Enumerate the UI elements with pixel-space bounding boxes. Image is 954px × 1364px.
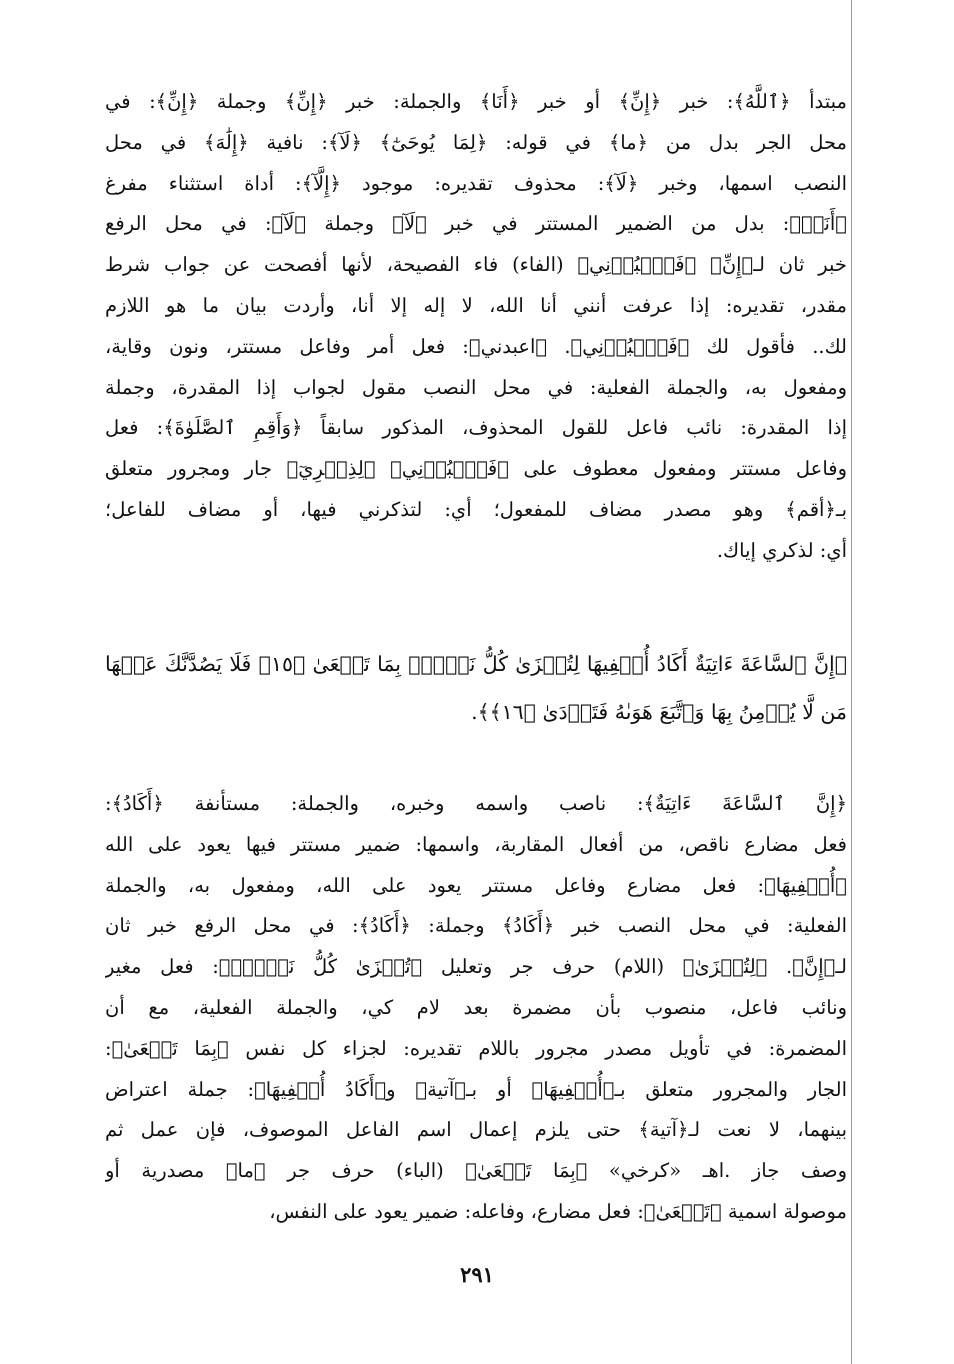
text-line: ومفعول به، والجملة الفعلية: في محل النصب مقول لجواب إذا المقدرة، وجملة bbox=[105, 375, 847, 399]
text-line: مبتدأ ﴿ٱللَّهُ﴾: خبر ﴿إِنِّ﴾ أو خبر ﴿أَنَا﴾ والجملة: خبر ﴿إِنِّ﴾ وجملة ﴿إِنِّ﴾: في bbox=[105, 90, 847, 113]
text-line: إذا المقدرة: نائب فاعل للقول المحذوف، المذكور سابقاً ﴿وَأَقِمِ ٱلصَّلَوٰةَ﴾: فعل bbox=[105, 416, 847, 440]
text-line: ﴿أَنَا۠﴾: بدل من الضمير المستتر في خبر ﴿لَآ﴾ وجملة ﴿لَآ﴾: في محل الرفع bbox=[105, 212, 847, 236]
text-line: ﴿أُخۡفِيهَا﴾: فعل مضارع وفاعل مستتر يعود على الله، ومفعول به، والجملة bbox=[105, 873, 847, 897]
page-number: ٢٩١ bbox=[460, 1262, 494, 1287]
text-line: لـ﴿إِنَّ﴾. ﴿لِتُجۡزَىٰ﴾ (اللام) حرف جر وتعليل ﴿تُجۡزَىٰ كُلُّ نَفۡسِۭ﴾: فعل مغير bbox=[105, 955, 847, 979]
page-fold-line bbox=[851, 0, 852, 1364]
text-line: الفعلية: في محل النصب خبر ﴿أَكَادُ﴾ وجملة: ﴿أَكَادُ﴾: في محل الرفع خبر ثان bbox=[105, 914, 847, 938]
text-line: ونائب فاعل، منصوب بأن مضمرة بعد لام كي، والجملة الفعلية، مع أن bbox=[105, 995, 847, 1019]
text-line: المضمرة: في تأويل مصدر مجرور باللام تقديره: لجزاء كل نفس ﴿بِمَا تَسۡعَىٰ﴾: bbox=[105, 1036, 847, 1060]
text-line: محل الجر بدل من ﴿ما﴾ في قوله: ﴿لِمَا يُوحَىٰٓ﴾ ﴿لَآ﴾: نافية ﴿إِلَٰهَ﴾ في محل bbox=[105, 130, 847, 154]
text-line: وصف جاز .اهـ «كرخي» ﴿بِمَا تَسۡعَىٰ﴾ (الباء) حرف جر ﴿ما﴾ مصدرية أو bbox=[105, 1159, 847, 1183]
commentary-paragraph-2 bbox=[105, 784, 847, 1233]
text-line: مقدر، تقديره: إذا عرفت أنني أنا الله، لا إله إلا أنا، وأردت بيان ما هو اللازم bbox=[105, 293, 847, 317]
text-line: فعل مضارع ناقص، من أفعال المقاربة، واسمها: ضمير مستتر فيها يعود على الله bbox=[105, 832, 847, 856]
text-line: الجار والمجرور متعلق بـ﴿أُخۡفِيهَا﴾ أو بـ﴿آتية﴾ و﴿أَكَادُ أُخۡفِيهَا﴾: جملة اعتراض bbox=[105, 1077, 847, 1101]
text-line: ﴿إِنَّ ٱلسَّاعَةَ ءَاتِيَةٌ﴾: ناصب واسمه وخبره، والجملة: مستأنفة ﴿أَكَادُ﴾: bbox=[105, 792, 847, 815]
text-line: بينهما، لا نعت لـ﴿آتية﴾ حتى يلزم إعمال اسم الفاعل الموصوف، فإن عمل ثم bbox=[105, 1118, 847, 1142]
verse-line: مَن لَّا يُؤۡمِنُ بِهَا وَٱتَّبَعَ هَوَىٰهُ فَتَرۡدَىٰ ﴿١٦﴾﴾. bbox=[471, 700, 847, 724]
text-line: خبر ثان لـ﴿إِنِّ﴾ ﴿فَٱعۡبُدۡنِي﴾ (الفاء) فاء الفصيحة، لأنها أفصحت عن جواب شرط bbox=[105, 253, 847, 277]
commentary-paragraph-1 bbox=[105, 82, 847, 572]
quran-verse-block bbox=[105, 640, 847, 736]
text-line: النصب اسمها، وخبر ﴿لَآ﴾: محذوف تقديره: موجود ﴿إِلَّآ﴾: أداة استثناء مفرغ bbox=[105, 171, 847, 195]
verse-line: ﴿إِنَّ ٱلسَّاعَةَ ءَاتِيَةٌ أَكَادُ أُخۡفِيهَا لِتُجۡزَىٰ كُلُّ نَفۡسِۭ بِمَا تَسۡعَىٰ ﴿١٥﴾ فَلَا يَصُدَّنَّكَ عَنۡهَا bbox=[105, 652, 847, 676]
text-line: موصولة اسمية ﴿تَسۡعَىٰ﴾: فعل مضارع، وفاعله: ضمير يعود على النفس، bbox=[269, 1199, 847, 1223]
text-line: لك.. فأقول لك ﴿فَٱعۡبُدۡنِي﴾. ﴿اعبدني﴾: فعل أمر وفاعل مستتر، ونون وقاية، bbox=[105, 334, 847, 358]
text-line: بـ﴿أقم﴾ وهو مصدر مضاف للمفعول؛ أي: لتذكرني فيها، أو مضاف للفاعل؛ bbox=[105, 497, 847, 521]
text-line: وفاعل مستتر ومفعول معطوف على ﴿فَٱعۡبُدۡنِي﴾ ﴿لِذِكۡرِيٓ﴾ جار ومجرور متعلق bbox=[105, 457, 847, 481]
text-line: أي: لذكري إياك. bbox=[716, 538, 847, 562]
